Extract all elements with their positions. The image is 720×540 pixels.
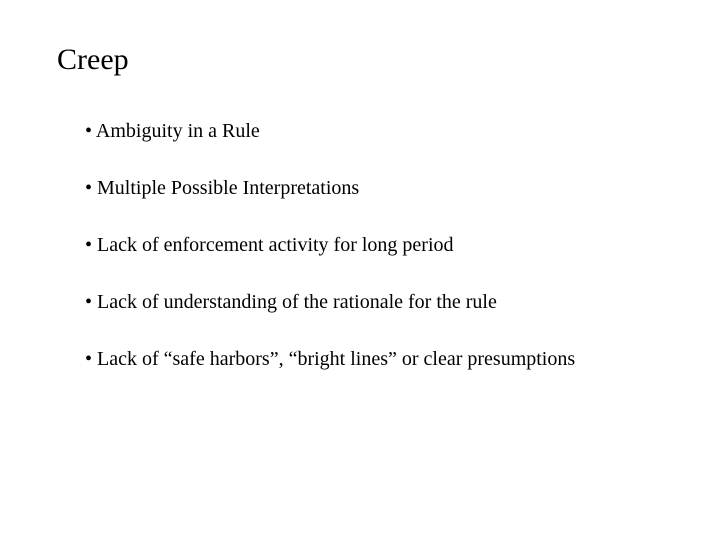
bullet-item: • Lack of understanding of the rationale for the rule <box>85 291 497 313</box>
slide-title: Creep <box>57 43 129 76</box>
bullet-item: • Multiple Possible Interpretations <box>85 177 360 199</box>
bullet-item: • Lack of “safe harbors”, “bright lines” or clear presumptions <box>85 348 576 370</box>
bullet-item: • Lack of enforcement activity for long period <box>85 234 454 256</box>
bullet-item: • Ambiguity in a Rule <box>85 120 260 142</box>
bullet-list <box>85 118 575 403</box>
